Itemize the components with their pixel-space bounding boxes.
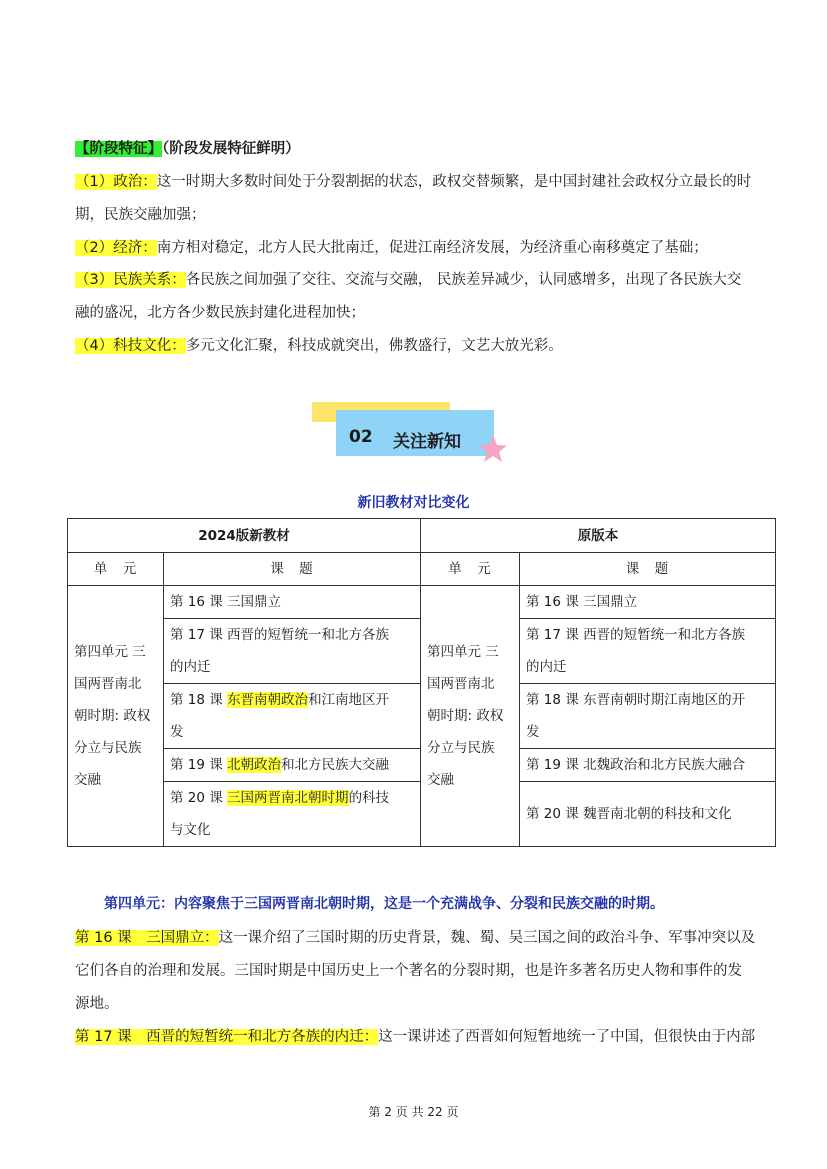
stage-item-text: 各民族之间加强了交往、交流与交融， 民族差异减少，认同感增多，出现了各民族大交 bbox=[185, 272, 742, 288]
stage-item-text: 多元文化汇聚，科技成就突出，佛教盛行，文艺大放光彩。 bbox=[185, 338, 563, 354]
new-edition-header: 2024版新教材 bbox=[68, 519, 421, 553]
stage-item-4 bbox=[75, 336, 755, 356]
table-caption: 新旧教材对比变化 bbox=[357, 495, 470, 511]
new-lesson-18: 第 18 课 东晋南朝政治和江南地区开 发 bbox=[164, 684, 421, 749]
stage-item-label: （1）政治： bbox=[75, 174, 157, 190]
stage-item-1-cont: 期，民族交融加强； bbox=[75, 207, 206, 223]
comparison-table bbox=[67, 518, 776, 847]
old-lesson-20: 第 20 课 魏晋南北朝的科技和文化 bbox=[520, 782, 776, 847]
banner-title: 关注新知 bbox=[393, 432, 461, 452]
stage-tag: 【阶段特征】 bbox=[75, 141, 162, 157]
unit-name-new: 第四单元 三 国两晋南北 朝时期: 政权 分立与民族 交融 bbox=[68, 586, 164, 847]
stage-item-1 bbox=[75, 172, 755, 192]
old-lesson-17: 第 17 课 西晋的短暂统一和北方各族 的内迁 bbox=[520, 619, 776, 684]
banner-number: 02 bbox=[349, 427, 373, 447]
stage-item-text: 南方相对稳定，北方人民大批南迁，促进江南经济发展，为经济重心南移奠定了基础； bbox=[156, 240, 708, 256]
summary-p16-line2: 它们各自的治理和发展。三国时期是中国历史上一个著名的分裂时期，也是许多著名历史人物和事件的发 bbox=[75, 963, 742, 979]
page-footer: 第 2 页 共 22 页 bbox=[368, 1105, 459, 1119]
lesson-header: 课 题 bbox=[164, 553, 421, 586]
new-lesson-17: 第 17 课 西晋的短暂统一和北方各族 的内迁 bbox=[164, 619, 421, 684]
old-lesson-18: 第 18 课 东晋南朝时期江南地区的开 发 bbox=[520, 684, 776, 749]
stage-item-label: （3）民族关系： bbox=[75, 272, 186, 288]
star-icon bbox=[477, 433, 509, 465]
old-edition-header: 原版本 bbox=[421, 519, 776, 553]
new-lesson-20: 第 20 课 三国两晋南北朝时期的科技 与文化 bbox=[164, 782, 421, 847]
summary-p16-line3: 源地。 bbox=[75, 996, 119, 1012]
stage-item-2 bbox=[75, 238, 755, 258]
stage-item-3-cont: 融的盛况，北方各少数民族封建化进程加快； bbox=[75, 305, 365, 321]
lesson-17-label: 第 17 课 西晋的短暂统一和北方各族的内迁： bbox=[75, 1029, 379, 1045]
summary-p16-line1: 第 16 课 三国鼎立：这一课介绍了三国时期的历史背景，魏、蜀、吴三国之间的政治斗争、军事冲突以及 bbox=[75, 930, 756, 946]
stage-item-label: （4）科技文化： bbox=[75, 338, 186, 354]
lesson-16-label: 第 16 课 三国鼎立： bbox=[75, 930, 219, 946]
old-lesson-19: 第 19 课 北魏政治和北方民族大融合 bbox=[520, 749, 776, 782]
unit-header: 单 元 bbox=[421, 553, 520, 586]
old-lesson-16: 第 16 课 三国鼎立 bbox=[520, 586, 776, 619]
stage-subtitle: （阶段发展特征鲜明） bbox=[162, 141, 300, 157]
unit-name-old: 第四单元 三 国两晋南北 朝时期: 政权 分立与民族 交融 bbox=[421, 586, 520, 847]
summary-heading: 第四单元：内容聚焦于三国两晋南北朝时期，这是一个充满战争、分裂和民族交融的时期。 bbox=[104, 896, 664, 912]
stage-item-text: 这一时期大多数时间处于分裂割据的状态，政权交替频繁，是中国封建社会政权分立最长的时 bbox=[156, 174, 752, 190]
lesson-header: 课 题 bbox=[520, 553, 776, 586]
stage-heading bbox=[75, 139, 755, 159]
stage-item-3 bbox=[75, 270, 755, 290]
new-lesson-16: 第 16 课 三国鼎立 bbox=[164, 586, 421, 619]
unit-header: 单 元 bbox=[68, 553, 164, 586]
new-lesson-19: 第 19 课 北朝政治和北方民族大交融 bbox=[164, 749, 421, 782]
stage-item-label: （2）经济： bbox=[75, 240, 157, 256]
summary-p17-line1: 第 17 课 西晋的短暂统一和北方各族的内迁：这一课讲述了西晋如何短暂地统一了中国，但很快由于内部 bbox=[75, 1029, 756, 1045]
